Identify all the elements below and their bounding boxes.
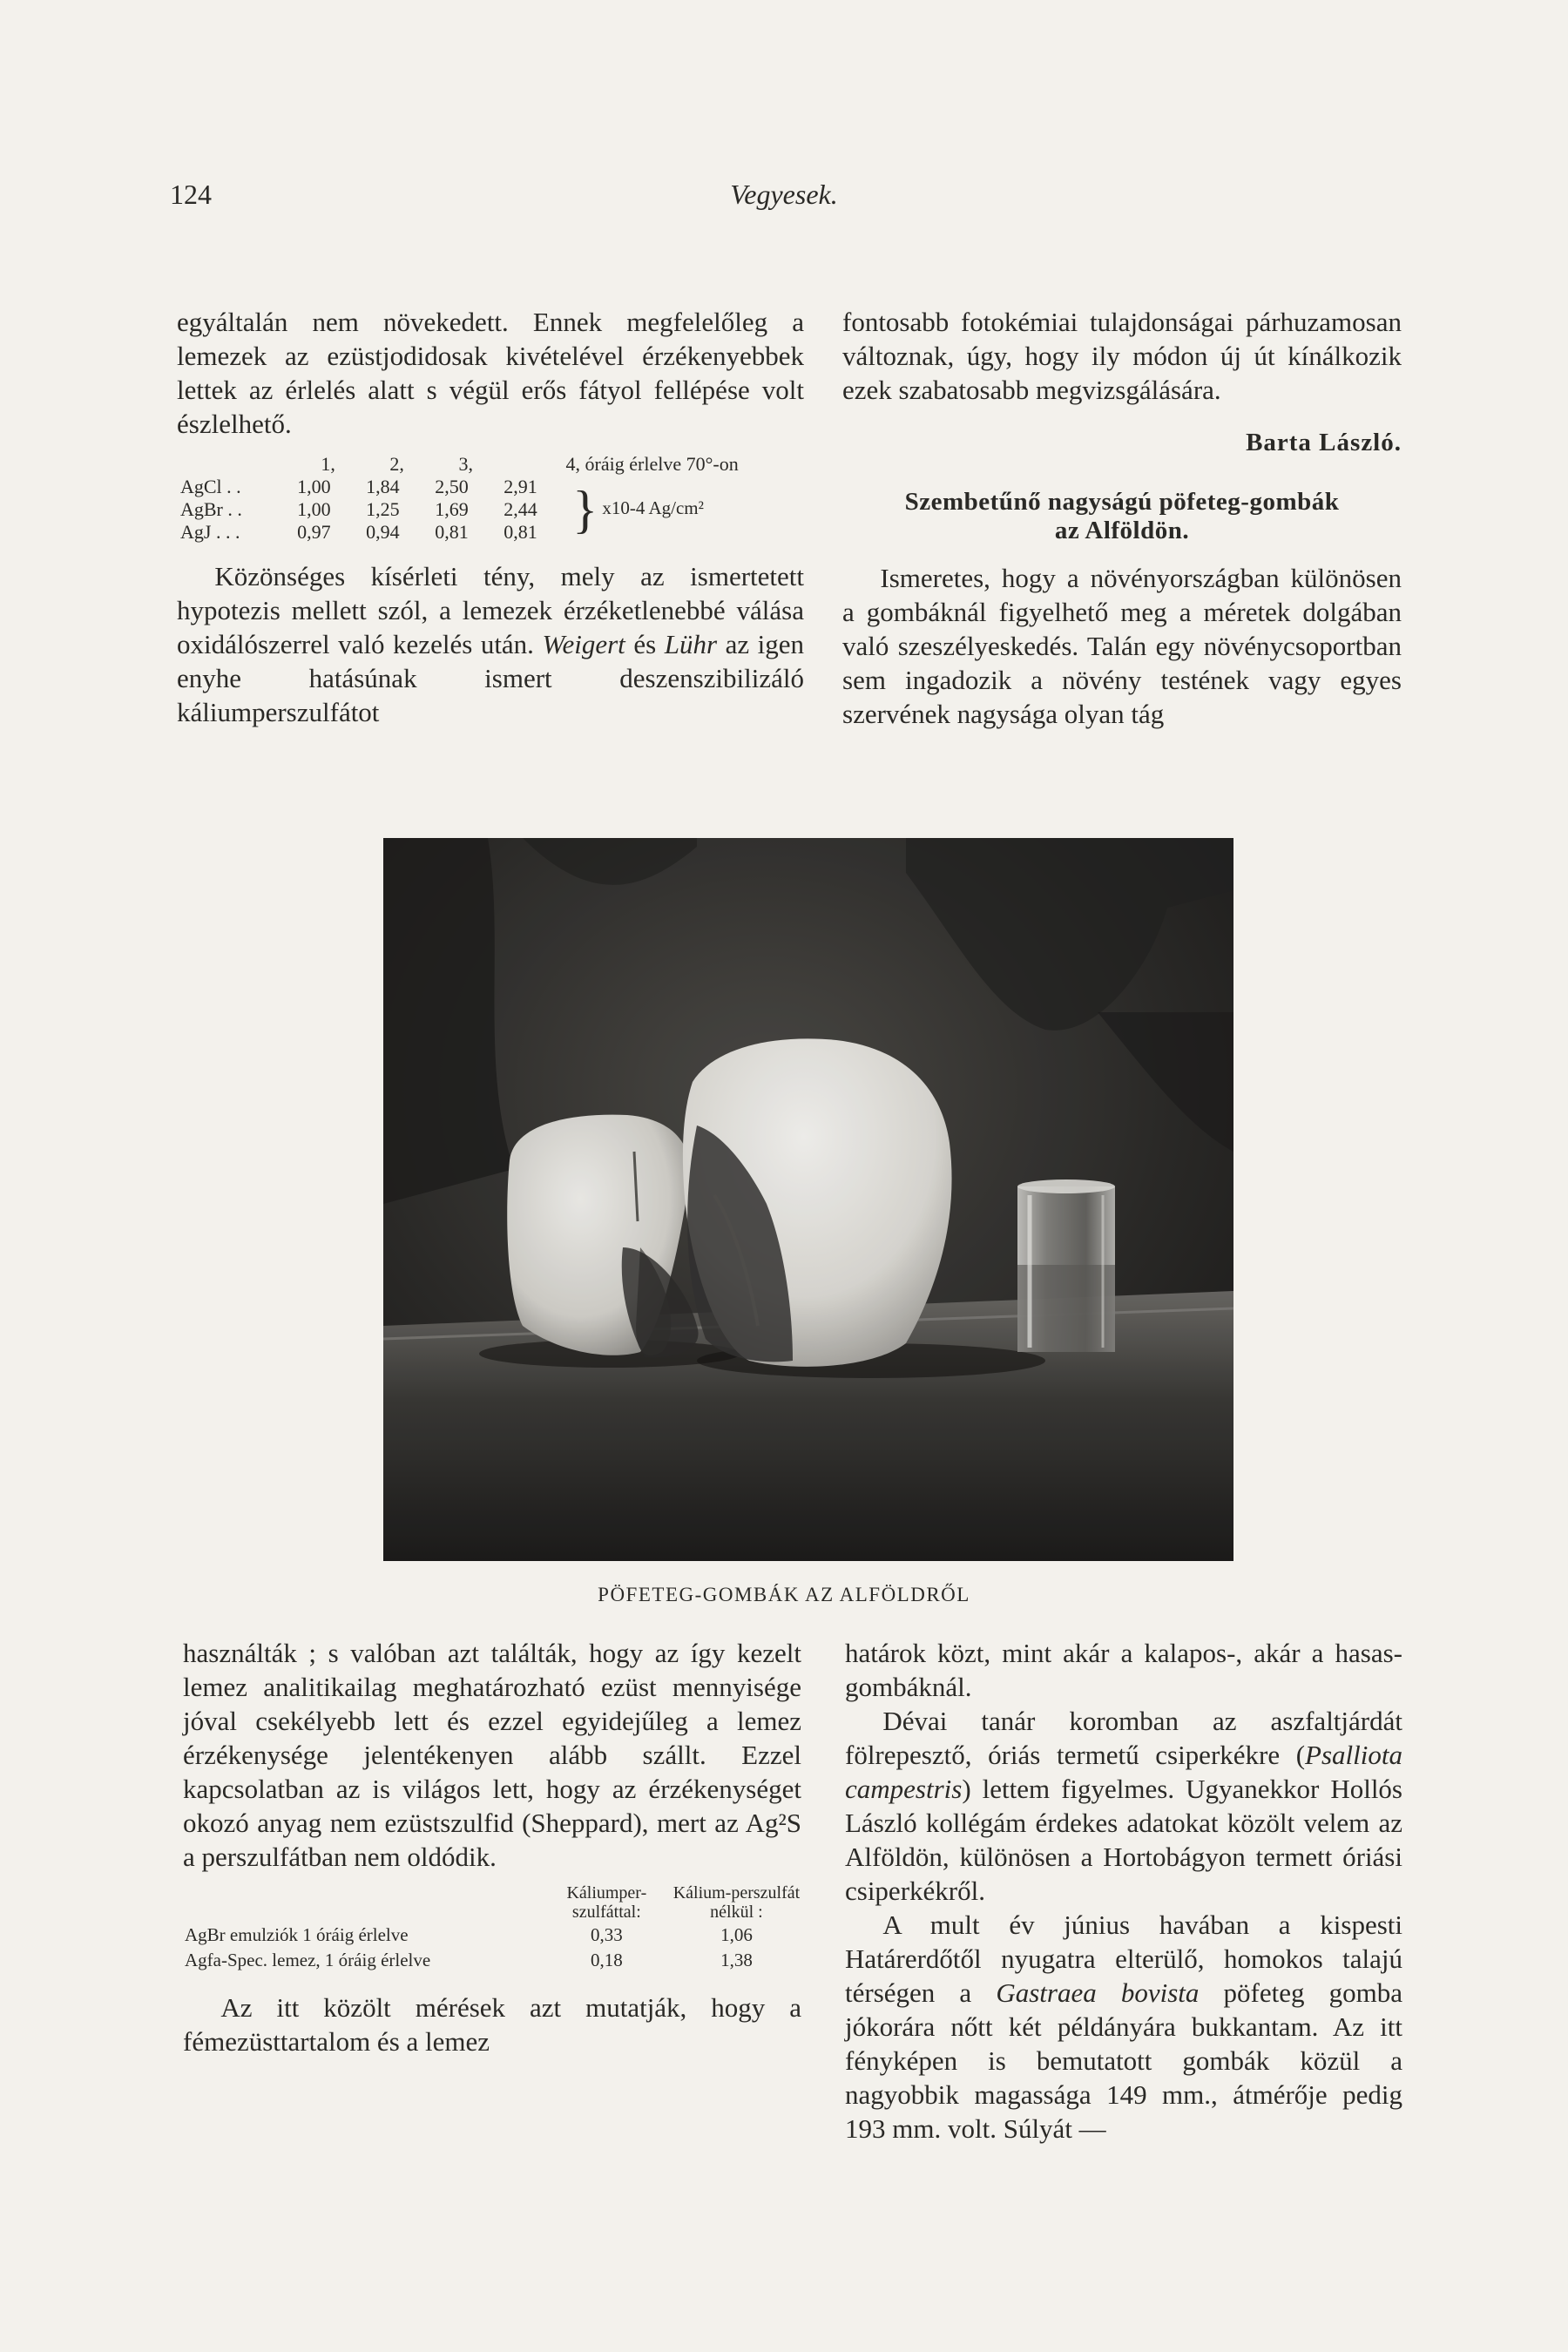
table-row [177,476,804,498]
row-label: AgBr emulziók 1 óráig érlelve [185,1924,409,1945]
author-name: Weigert [542,629,625,659]
table-header-cell: 4, óráig érlelve 70°-on [565,453,739,475]
text-run: A mult év június havában a kispesti Határerdőtől nyugatra elterülő, homokos talajú térségen a [845,1909,1402,2008]
author-name: Lühr [664,629,718,659]
table-cell: 0,33 [590,1924,623,1945]
paragraph: egyáltalán nem növekedett. Ennek megfelelőleg a lemezek az ezüstjodidosak kivételével érzékenyebbek lettek az érlelés alatt s végül erős fátyol fellépése volt észlelhető. [177,307,804,439]
page-number: 124 [170,179,212,210]
species-name: Psalliota campestris [845,1740,1402,1804]
paragraph [177,559,804,729]
table-header-cell: 2, [389,453,404,475]
table-cell: 1,84 [366,476,400,497]
table-cell: 0,18 [590,1950,623,1970]
text-run: Közönséges kísérleti tény, mely az ismertetett hypotezis mellett szól, a lemezek érzéketlenebbé válása oxidálószerrel való kezelés után. [177,561,804,659]
table-header-cell: Káliumper-szulfáttal: [566,1883,647,1922]
table-cell: 0,81 [504,521,537,543]
row-label: AgJ . . . [180,521,240,543]
table-cell: 1,00 [297,498,331,520]
table-header-cell: 1, [321,453,335,475]
brace-icon: } [572,481,598,538]
article-title [842,488,1402,545]
figure-caption: PÖFETEG-GOMBÁK AZ ALFÖLDRŐL [598,1584,970,1605]
row-label: AgCl . . [180,476,241,497]
table-cell: 1,00 [297,476,331,497]
title-line: Szembetűnő nagyságú pöfeteg-gombák [904,488,1340,516]
table-row [183,1948,801,1973]
paragraph [845,1908,1402,2146]
puffball-photograph [383,838,1233,1561]
row-label: Agfa-Spec. lemez, 1 óráig érlelve [185,1950,431,1970]
persulfate-table [183,1882,801,1973]
right-column-top [842,305,1402,731]
right-column-bottom [845,1636,1402,2146]
text-run: és [625,629,665,659]
table-cell: 0,97 [297,521,331,543]
paragraph: Az itt közölt mérések azt mutatják, hogy a fémezüsttartalom és a lemez [183,1992,801,2057]
unit-label [569,476,804,544]
table-cell: 0,81 [435,521,469,543]
paragraph: határok közt, mint akár a kalapos-, akár a hasas-gombáknál. [845,1638,1402,1702]
table-header-cell: Kálium-perszulfát nélkül : [672,1883,801,1922]
paragraph: Ismeretes, hogy a növényországban különösen a gombáknál figyelhető meg a méretek dolgában való szeszélyeskedés. Talán egy növénycsoportban sem ingadozik a növény testének vagy egyes szervének nagysága olyan tág [842,563,1402,729]
left-column-bottom [183,1636,801,2058]
left-column-top [177,305,804,729]
paragraph: használták ; s valóban azt találták, hogy az így kezelt lemez analitikailag meghatározható ezüst mennyisége jóval csekélyebb lett és ezzel egyidejűleg a lemez érzékenysége jelentékenyen alább szállt. Ezzel kapcsolatban az is világos lett, hogy az érzékenységet okozó anyag nem ezüstszulfid (Sheppard), mert az Ag²S a perszulfátban nem oldódik. [183,1638,801,1872]
unit-text: x10-4 Ag/cm² [602,497,704,518]
paragraph [845,1704,1402,1908]
table-cell: 0,94 [366,521,400,543]
table-cell: 2,44 [504,498,537,520]
text-run: pöfeteg gomba jókorára nőtt két példányára bukkantam. Az itt fényképen is bemutatott gombák közül a nagyobbik magassága 149 mm., átmérője pedig 193 mm. volt. Súlyát — [845,1977,1402,2144]
text-run: ) lettem figyelmes. Ugyanekkor Hollós László kollégám érdekes adatokat közölt velem az Alföldön, különösen a Hortobágyon termett óriási csiperkékről. [845,1774,1402,1906]
author-signature: Barta László. [1246,429,1402,456]
table-cell: 1,06 [720,1924,753,1945]
table-header-row [177,453,804,476]
table-row [183,1923,801,1948]
table-cell: 2,50 [435,476,469,497]
table-cell: 1,69 [435,498,469,520]
table-cell: 1,38 [720,1950,753,1970]
running-head: Vegyesek. [730,179,838,210]
title-line: az Alföldön. [1054,517,1190,544]
table-header-cell: 3, [458,453,473,475]
paragraph: fontosabb fotokémiai tulajdonságai párhuzamosan változnak, úgy, hogy ily módon új út kínálkozik ezek szabatosabb megvizsgálására. [842,307,1402,405]
ripening-table [177,453,804,544]
table-cell: 1,25 [366,498,400,520]
page-header [170,179,1398,222]
photo-illustration [383,838,1233,1561]
table-header-row [183,1882,801,1923]
text-run: az igen enyhe hatásúnak ismert deszenszibilizáló káliumperszulfátot [177,629,804,727]
table-cell: 2,91 [504,476,537,497]
species-name: Gastraea bovista [996,1977,1200,2008]
row-label: AgBr . . [180,498,242,520]
text-run: Dévai tanár koromban az aszfaltjárdát fölrepesztő, óriás termetű csiperkékre ( [845,1706,1402,1770]
